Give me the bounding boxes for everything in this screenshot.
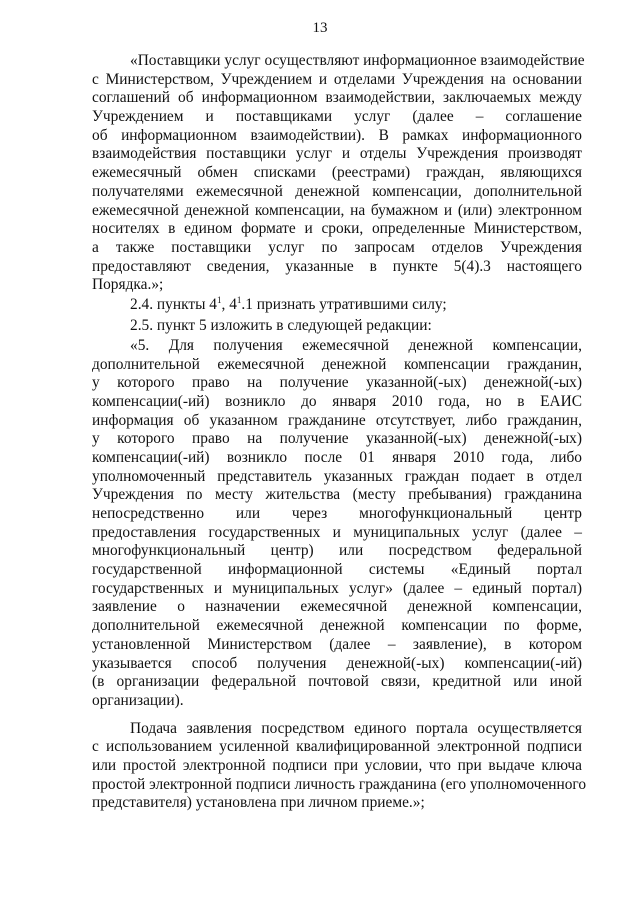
text-line: компенсации(-ий) возникло до января 2010 года, но в ЕАИС bbox=[92, 392, 582, 410]
text-line: государственной информационной системы «Единый портал bbox=[92, 561, 582, 579]
text-line: заявление о назначении ежемесячной денежной компенсации, bbox=[92, 598, 582, 616]
text-line: Учреждения по месту жительства (месту пребывания) гражданина bbox=[92, 486, 582, 504]
text-line: соглашений об информационном взаимодействии, заключаемых между bbox=[92, 89, 582, 107]
text-line: «5. Для получения ежемесячной денежной компенсации, bbox=[130, 336, 582, 354]
text-line: Учреждением и поставщиками услуг (далее – соглашение bbox=[92, 108, 582, 126]
superscript: 1 bbox=[236, 295, 242, 306]
text-line: а также поставщики услуг по запросам отделов Учреждения bbox=[92, 238, 582, 256]
item-2-4-mid: , 4 bbox=[221, 296, 237, 314]
text-line: предоставления государственных и муниципальных услуг (далее – bbox=[92, 523, 582, 541]
text-line: компенсации(-ий) возникло после 01 января 2010 года, либо bbox=[92, 448, 582, 466]
text-line: ежемесячный обмен списками (реестрами) граждан, являющихся bbox=[92, 164, 582, 182]
text-line: дополнительной ежемесячной денежной компенсации по форме, bbox=[92, 617, 582, 635]
paragraph-suppliers-interaction bbox=[92, 52, 585, 295]
text-line: многофункциональный центр) или посредством федеральной bbox=[92, 542, 582, 560]
text-line: получателями ежемесячной денежной компенсации, дополнительной bbox=[92, 182, 582, 200]
text-line: с Министерством, Учреждением и отделами Учреждения на основании bbox=[92, 70, 582, 88]
paragraph-unified-portal bbox=[92, 719, 587, 813]
text-line: государственных и муниципальных услуг» (далее – единый портал) bbox=[92, 579, 582, 597]
text-line: организации). bbox=[92, 691, 184, 709]
text-line: указывается способ получения денежной(-ых) компенсации(-ий) bbox=[92, 654, 582, 672]
paragraph-point-5 bbox=[92, 337, 582, 711]
superscript: 1 bbox=[217, 295, 222, 306]
text-line: дополнительной ежемесячной денежной компенсации гражданин, bbox=[92, 355, 582, 373]
text-line: информация об указанном гражданине отсутствует, либо гражданин, bbox=[92, 411, 582, 429]
text-line: у которого право на получение указанной(-ых) денежной(-ых) bbox=[92, 374, 582, 392]
item-2-4-prefix: 2.4. пункты 4 bbox=[130, 296, 217, 314]
text-line: простой электронной подписи личность гражданина (его уполномоченного bbox=[92, 775, 587, 793]
text-line: об информационном взаимодействии). В рамках информационного bbox=[92, 126, 582, 144]
text-line: установленной Министерством (далее – заявление), в котором bbox=[92, 635, 582, 653]
text-line: уполномоченный представитель указанных граждан подает в отдел bbox=[92, 467, 582, 485]
text-line: непосредственно или через многофункциональный центр bbox=[92, 505, 582, 522]
item-2-5: 2.5. пункт 5 изложить в следующей редакции: bbox=[130, 316, 432, 334]
document-body bbox=[92, 52, 587, 813]
text-line: «Поставщики услуг осуществляют информационное взаимодействие bbox=[130, 52, 585, 69]
text-line: носителях в едином формате и сроки, определенные Министерством, bbox=[92, 220, 582, 238]
text-line: с использованием усиленной квалифицированной электронной подписи bbox=[92, 738, 582, 756]
page-number: 13 bbox=[312, 20, 328, 36]
text-line: Порядка.»; bbox=[92, 276, 164, 294]
item-2-4-suffix: .1 признать утратившими силу; bbox=[241, 296, 447, 314]
text-line: Подача заявления посредством единого портала осуществляется bbox=[130, 719, 582, 737]
text-line: представителя) установлена при личном приеме.»; bbox=[92, 794, 425, 812]
text-line: взаимодействия поставщики услуг и отделы Учреждения производят bbox=[92, 145, 582, 163]
text-line: (в организации федеральной почтовой связи, кредитной или иной bbox=[92, 673, 582, 691]
text-line: у которого право на получение указанной(-ых) денежной(-ых) bbox=[92, 430, 582, 448]
text-line: ежемесячной денежной компенсации, на бумажном и (или) электронном bbox=[92, 201, 582, 219]
text-line: или простой электронной подписи при условии, что при выдаче ключа bbox=[92, 756, 582, 774]
item-2-4 bbox=[92, 296, 582, 315]
text-line: предоставляют сведения, указанные в пункте 5(4).3 настоящего bbox=[92, 257, 582, 275]
